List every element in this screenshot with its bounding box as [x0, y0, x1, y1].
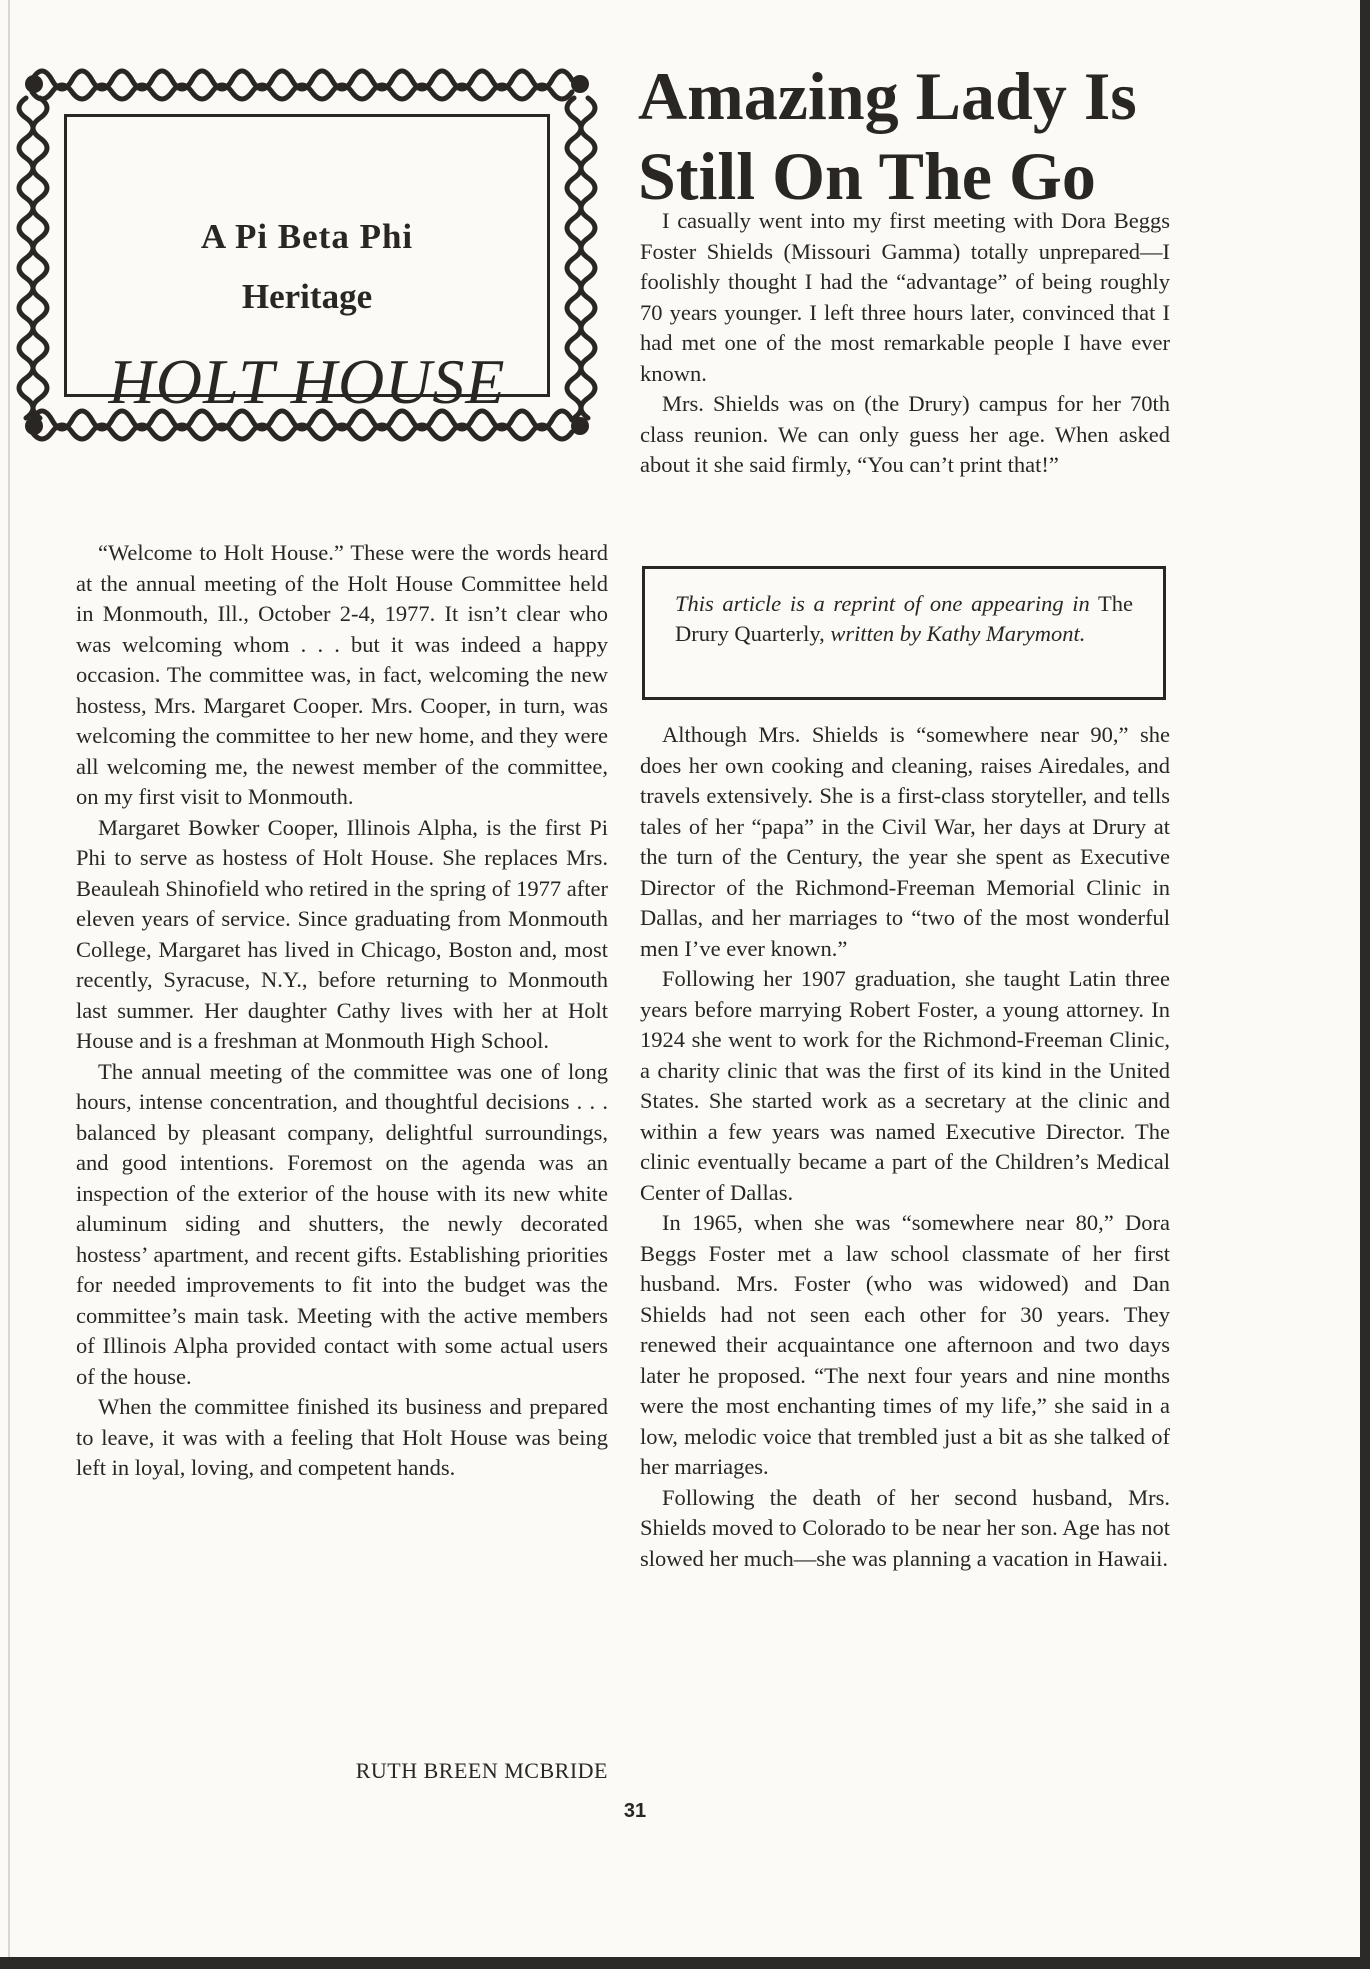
article-paragraph: When the committee finished its business and prepared to leave, it was with a feeling that Holt House was being left in loyal, loving, and competent hands.	[76, 1394, 608, 1480]
corner-ornament-br	[571, 417, 589, 435]
holt-house-article	[76, 538, 608, 1484]
headline-line1: Amazing Lady Is	[638, 58, 1137, 134]
author-byline	[340, 1758, 608, 1784]
ornament-top-inner	[32, 85, 572, 99]
note-text-part2: written by Kathy Marymont.	[830, 621, 1086, 646]
article-headline	[638, 56, 1198, 216]
article-paragraph: In 1965, when she was “somewhere near 80,” Dora Beggs Foster met a law school classmate of her first husband. Mrs. Foster (who was widowed) and Dan Shields had not seen each other for 30 years. They renewed their acquaintance one afternoon and two days later he proposed. “The next four years and nine months were the most enchanting times of my life,” she said in a low, melodic voice that trembled just a bit as she talked of her marriages.	[640, 1210, 1170, 1479]
article-paragraph: Following her 1907 graduation, she taught Latin three years before marrying Robert Foster, a young attorney. In 1924 she went to work for the Richmond-Freeman Clinic, a charity clinic that was the first of its kind in the United States. She started work as a secretary at the clinic and within a few years was named Executive Director. The clinic eventually became a part of the Children’s Medical Center of Dallas.	[640, 966, 1170, 1205]
heritage-line1: A Pi Beta Phi	[200, 217, 414, 256]
heritage-title-frame	[64, 114, 550, 417]
amazing-lady-intro	[640, 206, 1170, 481]
ornament-left-inner	[33, 98, 47, 418]
article-paragraph: I casually went into my first meeting with Dora Beggs Foster Shields (Missouri Gamma) totally unprepared—I foolishly thought I had the “advantage” of being roughly 70 years younger. I left three hours later, convinced that I had met one of the most remarkable people I have ever known.	[640, 208, 1170, 386]
scan-edge-bottom	[0, 1957, 1370, 1969]
ornament-bottom-inner	[32, 425, 572, 439]
note-publication: The Drury Quarterly,	[675, 591, 1133, 646]
reprint-note-box	[642, 566, 1166, 700]
headline-line2: Still On The Go	[638, 138, 1096, 214]
corner-ornament-bl	[25, 417, 43, 435]
heritage-box	[12, 58, 602, 453]
corner-ornament-tr	[571, 75, 589, 93]
byline-text: RUTH BREEN MCBRIDE	[355, 1758, 608, 1783]
note-text-part1: This article is a reprint of one appearing in	[675, 591, 1090, 616]
amazing-lady-body	[640, 720, 1170, 1574]
scan-edge-left	[8, 0, 10, 1969]
page-number: 31	[623, 1800, 647, 1822]
heritage-title: HOLT HOUSE	[108, 346, 506, 417]
article-paragraph: Mrs. Shields was on (the Drury) campus for her 70th class reunion. We can only guess her age. When asked about it she said firmly, “You can’t print that!”	[640, 391, 1170, 477]
article-paragraph: Margaret Bowker Cooper, Illinois Alpha, is the first Pi Phi to serve as hostess of Holt House. She replaces Mrs. Beauleah Shinofield who retired in the spring of 1977 after eleven years of service. Since graduating from Monmouth College, Margaret has lived in Chicago, Boston and, most recently, Syracuse, N.Y., before returning to Monmouth last summer. Her daughter Cathy lives with her at Holt House and is a freshman at Monmouth High School.	[76, 814, 608, 1053]
scan-edge-right	[1360, 0, 1370, 1969]
article-paragraph: Following the death of her second husband, Mrs. Shields moved to Colorado to be near her son. Age has not slowed her much—she was planning a vacation in Hawaii.	[640, 1484, 1170, 1571]
article-paragraph: Although Mrs. Shields is “somewhere near 90,” she does her own cooking and cleaning, raises Airedales, and travels extensively. She is a first-class storyteller, and tells tales of her “papa” in the Civil War, her days at Drury at the turn of the Century, the year she spent as Executive Director of the Richmond-Freeman Memorial Clinic in Dallas, and her marriages to “two of the most wonderful men I’ve ever known.”	[640, 722, 1170, 961]
article-paragraph: “Welcome to Holt House.” These were the words heard at the annual meeting of the Holt House Committee held in Monmouth, Ill., October 2-4, 1977. It isn’t clear who was welcoming whom . . . but it was indeed a happy occasion. The committee was, in fact, welcoming the new hostess, Mrs. Margaret Cooper. Mrs. Cooper, in turn, was welcoming the committee to her new home, and they were all welcoming me, the newest member of the committee, on my first visit to Monmouth.	[76, 540, 608, 809]
corner-ornament-tl	[25, 75, 43, 93]
heritage-line2: Heritage	[241, 277, 373, 316]
ornament-right-inner	[581, 98, 595, 418]
article-paragraph: The annual meeting of the committee was one of long hours, intense concentration, and thoughtful decisions . . . balanced by pleasant company, delightful surroundings, and good intentions. Foremost on the agenda was an inspection of the exterior of the house with its new white aluminum siding and shutters, the newly decorated hostess’ apartment, and recent gifts. Establishing priorities for needed improvements to fit into the budget was the committee’s main task. Meeting with the active members of Illinois Alpha provided contact with some actual users of the house.	[76, 1058, 608, 1389]
